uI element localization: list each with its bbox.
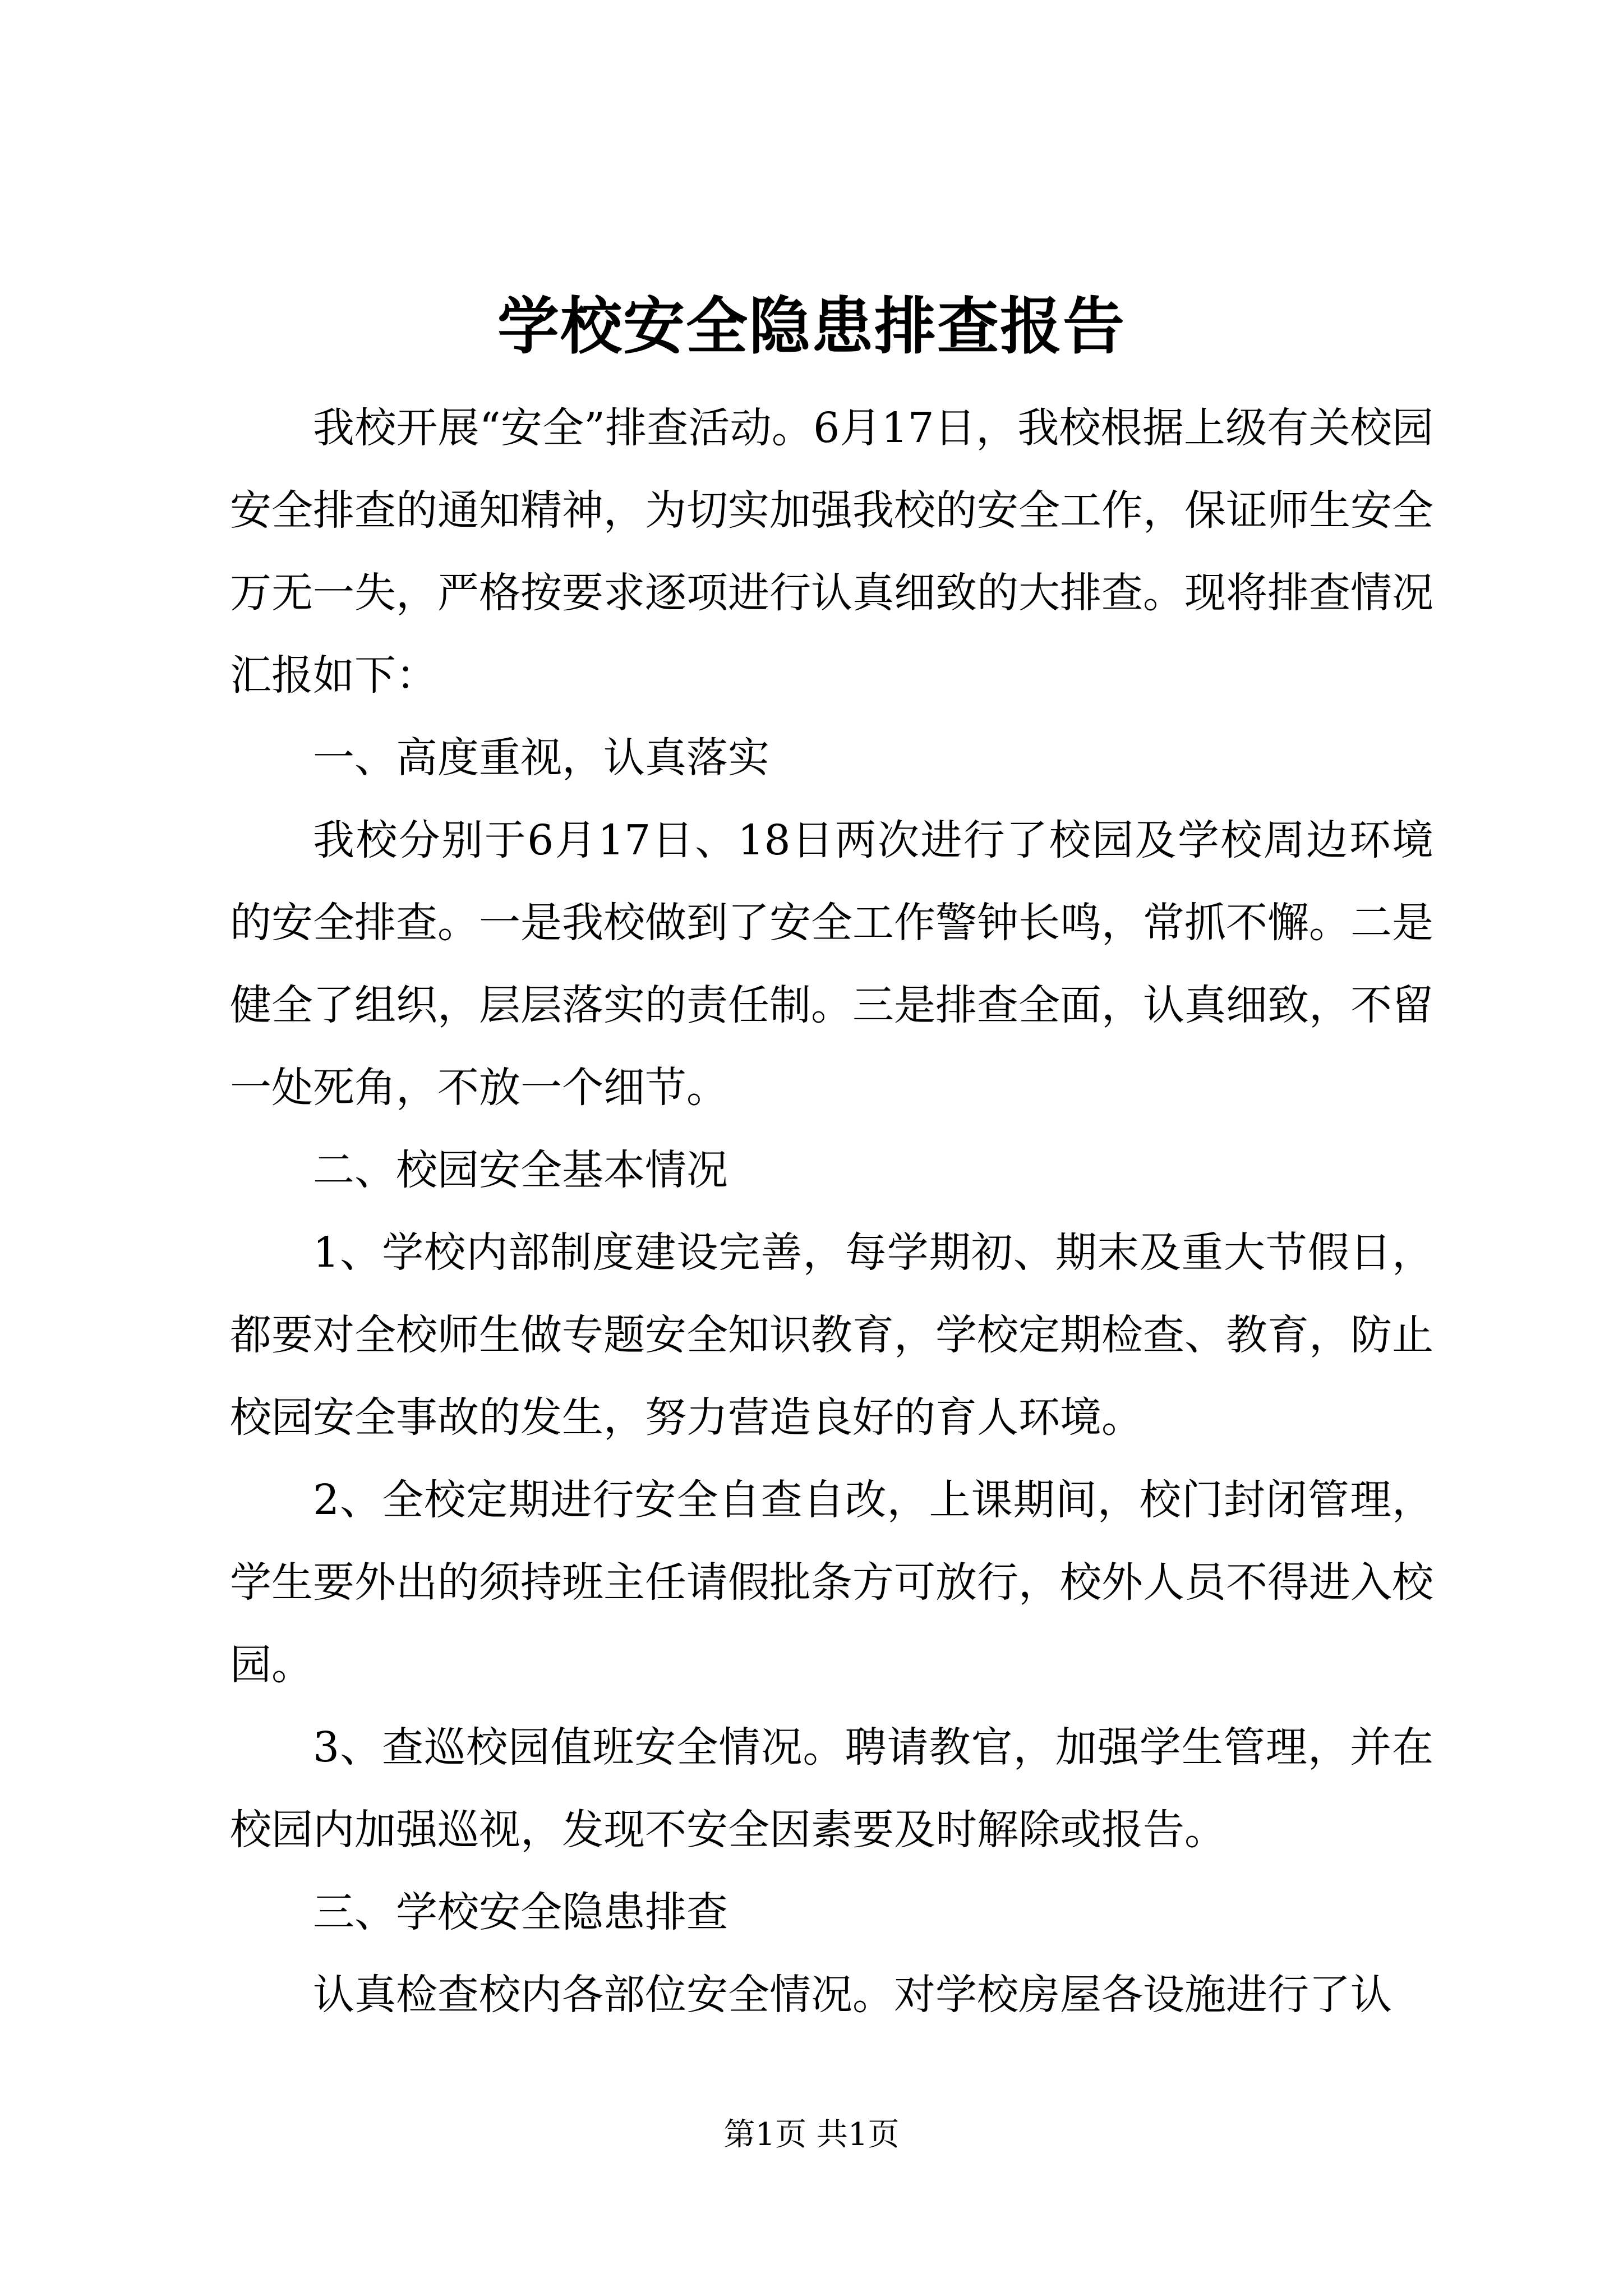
page-footer: 第1页 共1页 [723, 2116, 900, 2153]
paragraph-section-3: 认真检查校内各部位安全情况。对学校房屋各设施进行了认 [313, 1971, 1392, 2019]
paragraph-item-1: 1、学校内部制度建设完善，每学期初、期末及重大节假日，都要对全校师生做专题安全知识教育，学校定期检查、教育，防止校园安全事故的发生，努力营造良好的育人环境。 [230, 1228, 1433, 1442]
paragraph-item-2: 2、全校定期进行安全自查自改，上课期间，校门封闭管理，学生要外出的须持班主任请假批条方可放行，校外人员不得进入校园。 [230, 1476, 1433, 1689]
document-title: 学校安全隐患排查报告 [497, 290, 1126, 362]
document-body [230, 387, 1433, 2036]
paragraph-intro: 我校开展“安全”排查活动。6月17日，我校根据上级有关校园安全排查的通知精神，为切实加强我校的安全工作，保证师生安全万无一失，严格按要求逐项进行认真细致的大排查。现将排查情况汇报如下： [230, 404, 1433, 700]
heading-section-2: 二、校园安全基本情况 [313, 1146, 728, 1194]
paragraph-item-3: 3、查巡校园值班安全情况。聘请教官，加强学生管理，并在校园内加强巡视，发现不安全因素要及时解除或报告。 [230, 1723, 1433, 1854]
heading-section-3: 三、学校安全隐患排查 [313, 1888, 728, 1936]
heading-section-1: 一、高度重视，认真落实 [313, 734, 769, 782]
paragraph-section-1: 我校分别于6月17日、18日两次进行了校园及学校周边环境的安全排查。一是我校做到了安全工作警钟长鸣，常抓不懈。二是健全了组织，层层落实的责任制。三是排查全面，认真细致，不留一处死角，不放一个细节。 [230, 816, 1433, 1112]
